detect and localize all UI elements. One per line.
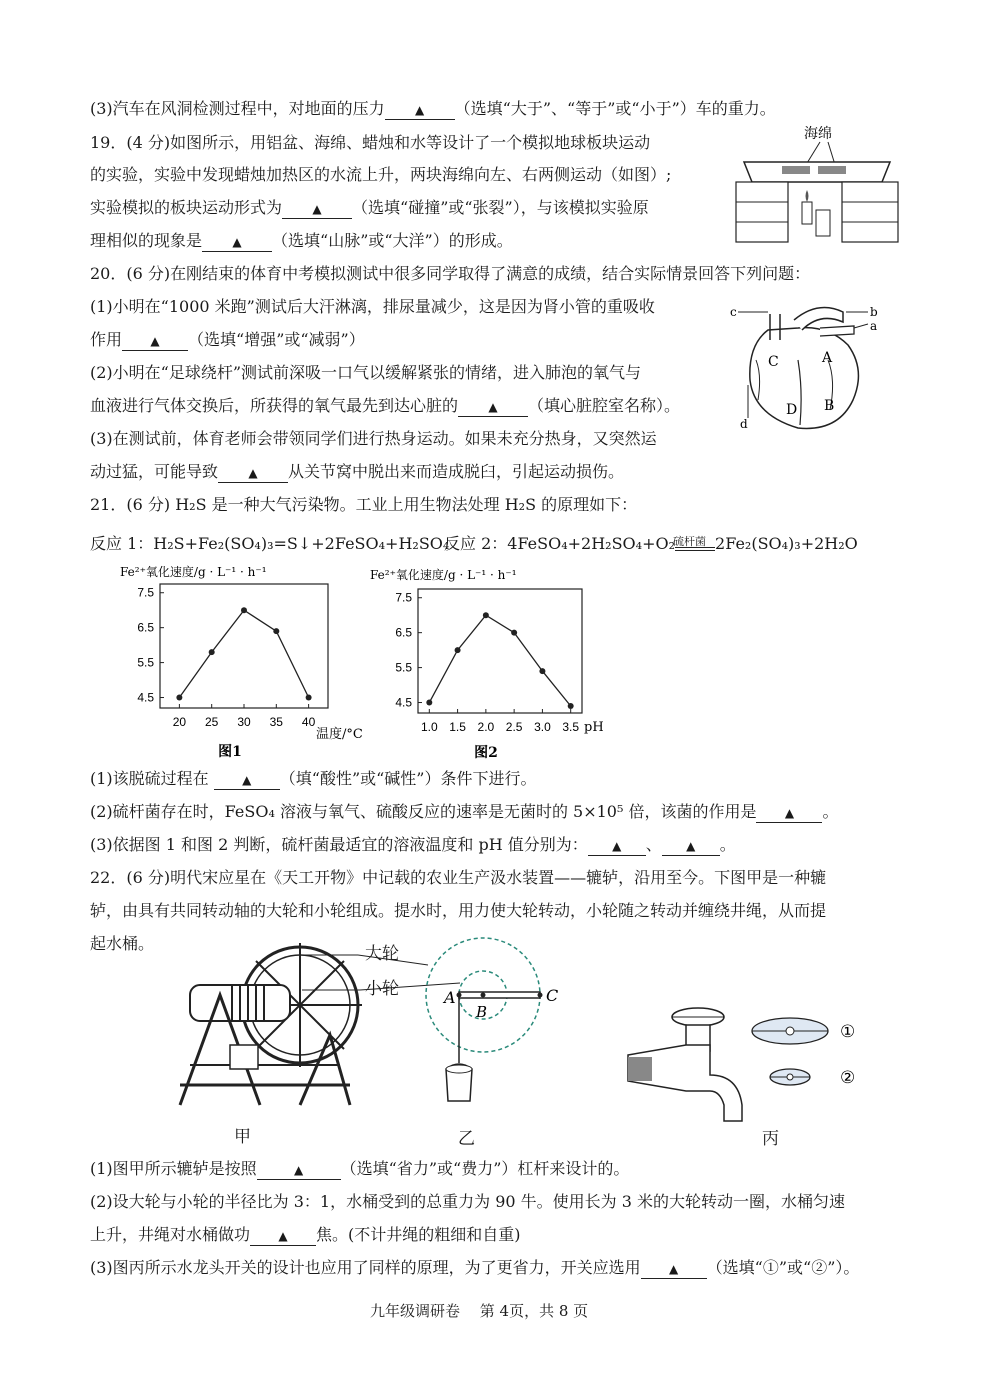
- sponge-right: [818, 166, 846, 174]
- q20-p2-line1: (2)小明在“足球绕杆”测试前深吸一口气以缓解紧张的情绪，进入肺泡的氧气与: [90, 363, 642, 382]
- caption-bing: 丙: [762, 1129, 779, 1149]
- q21-line1: 21．(6 分) H₂S 是一种大气污染物。工业上用生物法处理 H₂S 的原理如下：: [90, 495, 638, 514]
- chart-title: 图2: [474, 745, 498, 761]
- data-point: [568, 703, 574, 709]
- x-tick-label: 2.0: [477, 720, 495, 734]
- data-point: [483, 612, 489, 618]
- y-axis-label: Fe²⁺氧化速度/g · L⁻¹ · h⁻¹: [120, 565, 267, 579]
- chamber-C: C: [768, 354, 779, 370]
- answer-blank[interactable]: ▲: [122, 331, 188, 351]
- q21-part1: (1)该脱硫过程在 ▲ （填“酸性”或“碱性”）条件下进行。: [90, 769, 537, 788]
- y-tick-label: 7.5: [395, 590, 412, 605]
- data-point: [306, 695, 312, 701]
- heart-label-c: c: [730, 305, 737, 319]
- x-tick-label: 2.5: [505, 720, 523, 734]
- q20-line1: 20．(6 分)在刚结束的体育中考模拟测试中很多同学取得了满意的成绩，结合实际情景回答下列问题：: [90, 264, 811, 283]
- faucet-figure: [618, 1005, 898, 1125]
- answer-blank[interactable]: ▲: [756, 803, 822, 823]
- point-A: A: [444, 988, 456, 1007]
- data-point: [455, 647, 461, 653]
- y-tick-label: 6.5: [395, 625, 412, 640]
- plot-frame: [418, 589, 582, 713]
- label-big-wheel: 大轮: [365, 944, 399, 964]
- heart-label-a: a: [870, 319, 878, 333]
- q18-part3: (3)汽车在风洞检测过程中，对地面的压力 ▲ （选填“大于”、“等于”或“小于”）车的重力。: [90, 99, 776, 118]
- q19-line1: 19．(4 分)如图所示，用铝盆、海绵、蜡烛和水等设计了一个模拟地球板块运动: [90, 133, 651, 152]
- answer-blank[interactable]: ▲: [641, 1259, 707, 1279]
- x-tick-label: 25: [205, 715, 219, 729]
- series-line: [429, 615, 570, 706]
- series-line: [179, 610, 308, 697]
- x-axis-label: 温度/°C: [316, 727, 363, 742]
- q21-part3: (3)依据图 1 和图 2 判断，硫杆菌最适宜的溶液温度和 pH 值分别为： ▲ 、 ▲ 。: [90, 835, 736, 854]
- x-tick-label: 1.0: [420, 720, 438, 734]
- answer-blank[interactable]: ▲: [257, 1160, 341, 1180]
- data-point: [511, 630, 517, 636]
- answer-blank[interactable]: ▲: [588, 836, 646, 856]
- candle-icon: [802, 202, 812, 224]
- q22-part1: (1)图甲所示辘轳是按照 ▲ （选填“省力”或“费力”）杠杆来设计的。: [90, 1159, 630, 1178]
- x-axis-label: pH: [584, 720, 604, 735]
- x-tick-label: 20: [172, 715, 187, 729]
- point-B: B: [476, 1003, 488, 1021]
- answer-blank[interactable]: ▲: [662, 836, 720, 856]
- x-tick-label: 3.5: [562, 720, 580, 734]
- chamber-A: A: [822, 350, 833, 366]
- y-tick-label: 7.5: [137, 585, 154, 600]
- x-tick-label: 40: [301, 715, 316, 729]
- q22-line3: 起水桶。: [90, 934, 155, 953]
- x-tick-label: 3.0: [534, 720, 551, 734]
- q20-p1-line1: (1)小明在“1000 米跑”测试后大汗淋漓，排尿量减少，这是因为肾小管的重吸收: [90, 297, 655, 316]
- answer-blank[interactable]: ▲: [250, 1226, 316, 1246]
- option-2-label: ②: [840, 1068, 856, 1088]
- chart-title: 图1: [218, 744, 242, 760]
- heart-label-b: b: [870, 305, 878, 319]
- chamber-D: D: [786, 402, 798, 418]
- caption-jia: 甲: [234, 1127, 251, 1147]
- y-tick-label: 4.5: [395, 695, 412, 710]
- q22-part2-line1: (2)设大轮与小轮的半径比为 3：1，水桶受到的总重力为 90 牛。使用长为 3 米的大轮转动一圈，水桶匀速: [90, 1192, 845, 1211]
- q20-p1-line2: 作用 ▲ （选填“增强”或“减弱”）: [90, 330, 365, 349]
- x-tick-label: 35: [269, 715, 283, 729]
- label-small-wheel: 小轮: [365, 979, 399, 999]
- q19-line3: 实验模拟的板块运动形式为 ▲ （选填“碰撞”或“张裂”），与该模拟实验原: [90, 198, 649, 217]
- option-1-label: ①: [840, 1022, 856, 1042]
- answer-blank[interactable]: ▲: [385, 100, 455, 120]
- y-tick-label: 5.5: [137, 655, 154, 670]
- y-tick-label: 4.5: [137, 690, 154, 705]
- data-point: [209, 649, 215, 655]
- q22-part3: (3)图丙所示水龙头开关的设计也应用了同样的原理，为了更省力，开关应选用 ▲ （选填“①”或“②”）。: [90, 1258, 860, 1277]
- answer-blank[interactable]: ▲: [218, 463, 288, 483]
- q21-part2: (2)硫杆菌存在时，FeSO₄ 溶液与氧气、硫酸反应的速率是无菌时的 5×10⁵ 倍，该菌的作用是 ▲ 。: [90, 802, 839, 821]
- q19-line4: 理相似的现象是 ▲ （选填“山脉”或“大洋”）的形成。: [90, 231, 513, 250]
- wheel-axle-diagram: [300, 935, 570, 1115]
- page-footer: 九年级调研卷 第 4页，共 8 页: [370, 1302, 589, 1320]
- point-C: C: [546, 986, 559, 1005]
- q20-p3-line2: 动过猛，可能导致 ▲ 从关节窝中脱出来而造成脱臼，引起运动损伤。: [90, 462, 625, 481]
- sponge-left: [782, 166, 810, 174]
- sponge-label: 海绵: [804, 126, 832, 142]
- answer-blank[interactable]: ▲: [202, 232, 272, 252]
- reaction-1: 反应 1：H₂S+Fe₂(SO₄)₃=S↓+2FeSO₄+H₂SO₄: [90, 534, 450, 553]
- q19-line2: 的实验，实验中发现蜡烛加热区的水流上升，两块海绵向左、右两侧运动（如图）;: [90, 165, 672, 184]
- data-point: [241, 607, 247, 613]
- answer-blank[interactable]: ▲: [458, 397, 528, 417]
- data-point: [176, 695, 182, 701]
- q22-line1: 22．(6 分)明代宋应星在《天工开物》中记载的农业生产汲水装置——辘轳，沿用至今。下图甲是一种辘: [90, 868, 827, 887]
- heart-label-d: d: [740, 417, 748, 431]
- y-tick-label: 5.5: [395, 660, 412, 675]
- q20-p2-line2: 血液进行气体交换后，所获得的氧气最先到达心脏的 ▲ （填心脏腔室名称）。: [90, 396, 681, 415]
- y-tick-label: 6.5: [137, 620, 154, 635]
- chamber-B: B: [824, 398, 835, 414]
- answer-blank[interactable]: ▲: [214, 770, 280, 790]
- x-tick-label: 1.5: [449, 720, 466, 734]
- reaction-2: 反应 2：4FeSO₄+2H₂SO₄+O₂ 硫杆菌 2Fe₂(SO₄)₃+2H₂O: [444, 534, 858, 553]
- q22-line2: 轳，由具有共同转动轴的大轮和小轮组成。提水时，用力使大轮转动，小轮随之转动并缠绕井绳，从而提: [90, 901, 827, 920]
- data-point: [273, 628, 279, 634]
- x-tick-label: 30: [237, 715, 251, 729]
- chart-fig2: [370, 565, 630, 761]
- y-axis-label: Fe²⁺氧化速度/g · L⁻¹ · h⁻¹: [370, 568, 517, 582]
- data-point: [426, 700, 432, 706]
- answer-blank[interactable]: ▲: [282, 199, 352, 219]
- data-point: [539, 668, 545, 674]
- caption-yi: 乙: [458, 1129, 475, 1149]
- plate-experiment-figure: [732, 120, 902, 248]
- heart-diagram: [728, 300, 888, 435]
- q22-part2-line2: 上升，井绳对水桶做功 ▲ 焦。(不计井绳的粗细和自重): [90, 1225, 521, 1244]
- chart-fig1: [120, 562, 390, 760]
- q20-p3-line1: (3)在测试前，体育老师会带领同学们进行热身运动。如果未充分热身，又突然运: [90, 429, 657, 448]
